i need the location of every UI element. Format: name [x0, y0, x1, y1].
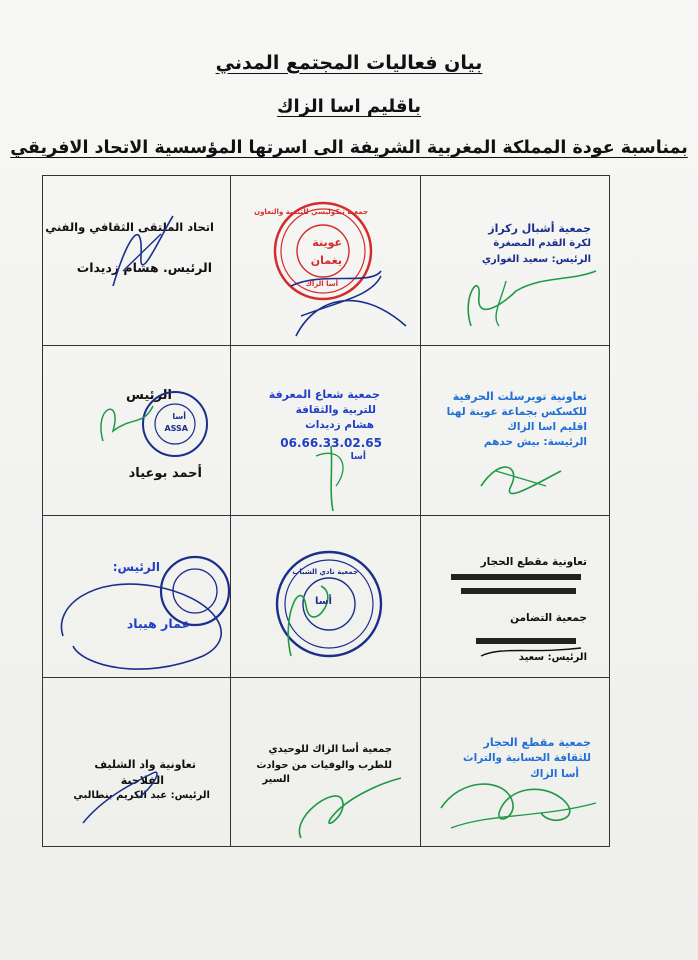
org-subtitle-2: السير	[262, 774, 290, 785]
signature-cell-r4-middle	[231, 678, 421, 846]
signature-cell-r4-right	[421, 678, 609, 846]
org-name-2: جمعية التضامن	[510, 612, 587, 624]
handwritten-signature	[43, 176, 231, 346]
handwritten-signature	[421, 678, 609, 846]
signature-cell-r1-right	[421, 176, 609, 346]
handwritten-signature	[421, 176, 609, 346]
stamp-center-line2: يغمان	[310, 254, 342, 267]
handwritten-signature	[231, 678, 421, 846]
org-name: تعاونية تويرسلت الحرفية	[452, 390, 587, 403]
org-subtitle: للطرب والوفيات من حوادث	[256, 760, 392, 771]
signature-cell-r3-left	[43, 516, 231, 678]
president-name: الرئيس. هشام زديدات	[76, 260, 212, 275]
president-name: الرئيسة: بيش حدهم	[483, 436, 587, 448]
signature-cell-r2-right	[421, 346, 609, 516]
president-name: الرئيس: سعيد	[518, 652, 587, 663]
org-subtitle: للتربية والثقافة	[295, 404, 376, 416]
stamp-center-line2: ASSA	[164, 424, 188, 433]
president-title: الرئيس:	[112, 560, 160, 574]
org-name: اتحاد الملتقى الثقافي والفني	[45, 220, 214, 234]
president-name: الرئيس: سعيد الغواري	[481, 254, 591, 265]
signature-cell-r3-right	[421, 516, 609, 678]
president-title: الرئيس	[126, 388, 172, 403]
handwritten-signature	[421, 346, 609, 516]
blue-round-stamp	[43, 516, 231, 678]
org-subtitle-2: اقليم اسا الزاك	[507, 421, 587, 433]
president-name: أحمد بوعياد	[128, 466, 202, 481]
org-name: جمعية مقطع الحجار	[483, 736, 591, 749]
org-name-1: تعاونية مقطع الحجار	[480, 556, 587, 568]
signature-cell-r1-middle	[231, 176, 421, 346]
blue-round-stamp	[43, 346, 231, 516]
stamp-center-line1: عوينة	[312, 236, 342, 249]
president-name: عمار هيباد	[126, 616, 190, 631]
signature-grid	[42, 175, 610, 847]
signature-cell-r2-left	[43, 346, 231, 516]
president-name: هشام زديدات	[305, 419, 374, 431]
org-subtitle: لكرة القدم المصغرة	[493, 238, 591, 249]
stamp-center-text: أسا	[314, 596, 332, 607]
org-name: جمعية شعاع المعرفة	[268, 388, 380, 401]
document-title: بيان فعاليات المجتمع المدني	[215, 52, 483, 74]
document-subtitle-location: باقليم اسا الزاك	[276, 96, 422, 117]
stamp-ring-text: جمعية تيكوليسي للتنمية والتعاون	[254, 208, 368, 216]
document-subtitle-occasion: بمناسبة عودة المملكة المغربية الشريفة الى اسرتها المؤسسية الاتحاد الافريقي	[10, 138, 688, 158]
city-name: أسا الزاك	[530, 768, 579, 780]
signature-cell-r3-middle	[231, 516, 421, 678]
signature-cell-r1-left	[43, 176, 231, 346]
org-name: جمعية أشبال ركراز	[488, 222, 591, 235]
president-name: الرئيس: عبد الكريم بنطالبي	[73, 790, 210, 801]
signature-cell-r4-left	[43, 678, 231, 846]
stamp-ring-text: جمعية نادي الشباب	[292, 568, 358, 576]
phone-number: 06.66.33.02.65	[280, 436, 382, 450]
org-subtitle: الفلاحية	[120, 774, 164, 787]
org-name: جمعية أسا الزاك للوحيدي	[268, 744, 392, 755]
org-subtitle-1: للكسكس بجماعة عوينة لهنا	[446, 406, 587, 418]
signature-cell-r2-middle	[231, 346, 421, 516]
org-name: تعاونية واد الشليف	[94, 758, 196, 771]
org-subtitle: للثقافة الحسانية والتراث	[463, 752, 591, 764]
stamp-bottom-text: أسا الزاك	[305, 280, 338, 288]
city-name: أسا	[350, 452, 366, 462]
stamp-center-line1: أسا	[172, 412, 186, 421]
handwritten-signature	[43, 678, 231, 846]
handwritten-signature	[231, 346, 421, 516]
